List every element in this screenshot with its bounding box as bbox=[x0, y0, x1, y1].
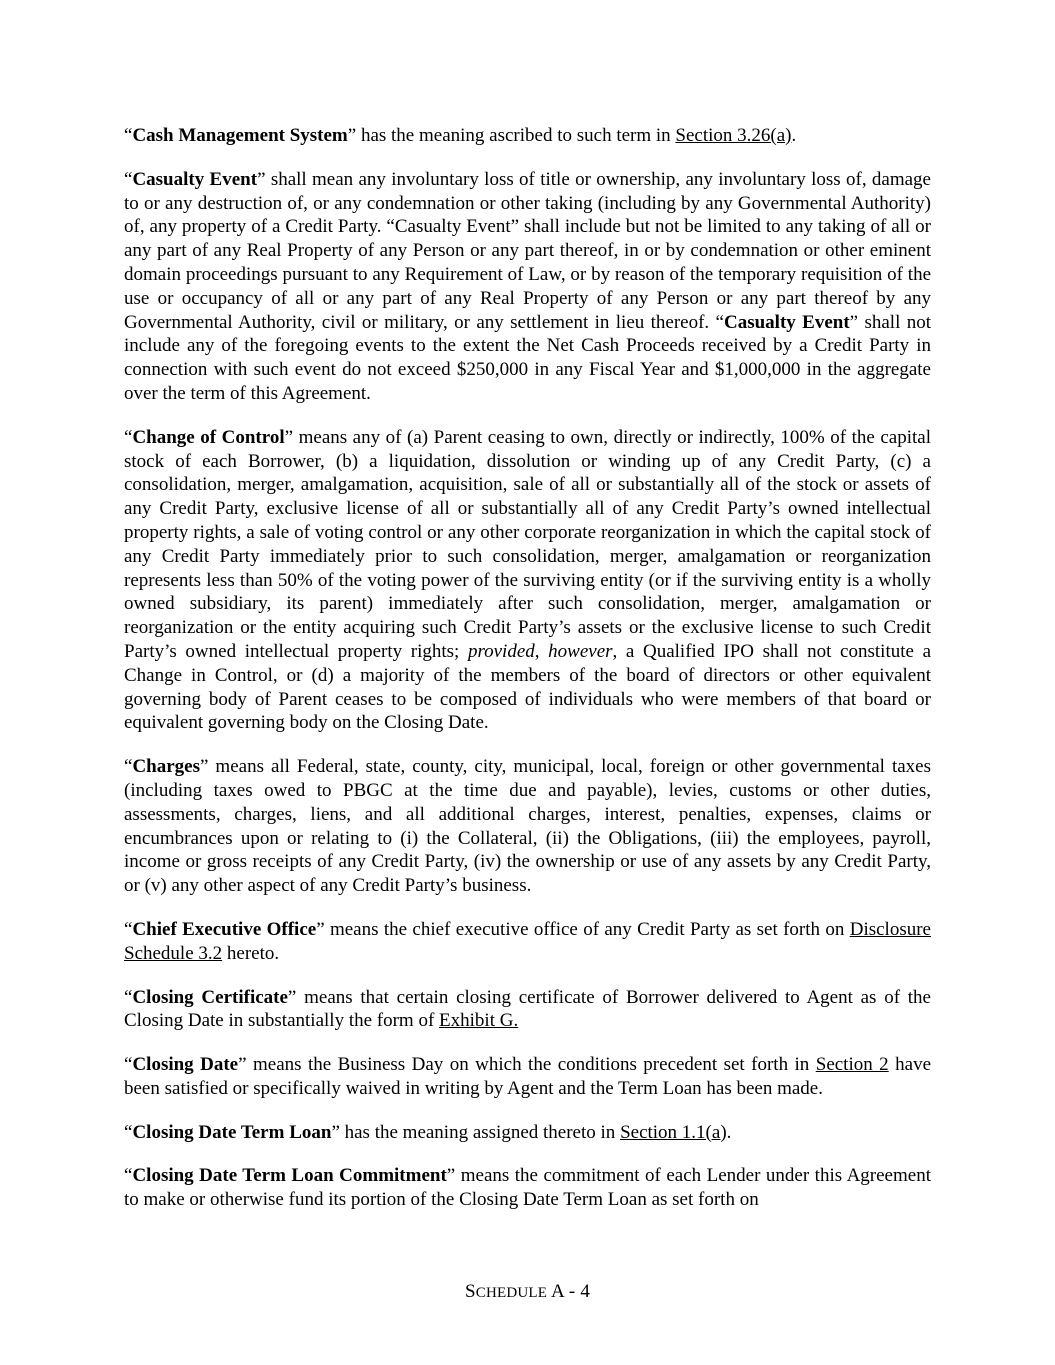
italic-proviso: however bbox=[548, 640, 613, 662]
section-reference[interactable]: Section 2 bbox=[815, 1054, 889, 1076]
defined-term: Chief Executive Office bbox=[132, 918, 317, 940]
exhibit-reference[interactable]: Exhibit G. bbox=[439, 1010, 519, 1032]
definition-change-of-control: “Change of Control” means any of (a) Parent ceasing to own, directly or indirectly, 100% of the capital stock of each Borrower, (b) a liquidation, dissolution or winding up of any Credit Party, (c) a consolidation, merger, amalgamation, acquisition, sale of all or substantially all of the stock or assets of any Credit Party, exclusive license of all or substantially all of any Credit Party’s owned intellectual property rights, a sale of voting control or any other corporate reorganization in which the capital stock of any Credit Party immediately prior to such consolidation, merger, amalgamation or reorganization represents less than 50% of the voting power of the surviving entity (or if the surviving entity is a wholly owned subsidiary, its parent) immediately after such consolidation, merger, amalgamation or reorganization or the entity acquiring such Credit Party’s assets or the exclusive license to such Credit Party’s owned intellectual property rights; provided, however, a Qualified IPO shall not constitute a Change in Control, or (d) a majority of the members of the board of directors or other equivalent governing body of Parent ceases to be composed of individuals who were members of that board or equivalent governing body on the Closing Date. bbox=[124, 426, 932, 734]
definition-closing-date-term-loan: “Closing Date Term Loan” has the meaning assigned thereto in Section 1.1(a). bbox=[124, 1121, 732, 1143]
defined-term: Closing Certificate bbox=[132, 986, 288, 1008]
definition-closing-date-term-loan-commitment: “Closing Date Term Loan Commitment” means the commitment of each Lender under this Agreement to make or otherwise fund its portion of the Closing Date Term Loan as set forth on bbox=[124, 1165, 931, 1211]
definition-closing-certificate: “Closing Certificate” means that certain closing certificate of Borrower delivered to Agent as of the Closing Date in substantially the form of Exhibit G. bbox=[124, 986, 931, 1032]
definition-cash-management-system: “Cash Management System” has the meaning ascribed to such term in Section 3.26(a). bbox=[124, 125, 797, 146]
definition-closing-date: “Closing Date” means the Business Day on which the conditions precedent set forth in Section 2 have been satisfied or specifically waived in writing by Agent and the Term Loan has been made. bbox=[124, 1054, 931, 1099]
italic-proviso: provided bbox=[467, 640, 535, 662]
page-footer: SCHEDULE A - 4 bbox=[464, 1281, 591, 1302]
definition-chief-executive-office: “Chief Executive Office” means the chief executive office of any Credit Party as set forth on Disclosure Schedule 3.2 hereto. bbox=[124, 918, 931, 964]
page-number: - 4 bbox=[568, 1281, 591, 1302]
defined-term: Closing Date bbox=[132, 1054, 239, 1076]
defined-term: Charges bbox=[132, 756, 200, 778]
defined-term: Change of Control bbox=[132, 426, 285, 448]
defined-term: Casualty Event bbox=[132, 168, 258, 190]
definition-casualty-event: “Casualty Event” shall mean any involuntary loss of title or ownership, any involuntary loss of, damage to or any destruction of, or any condemnation or other taking (including by any Governmental Authority) of, any property of a Credit Party. “Casualty Event” shall include but not be limited to any taking of all or any part of any Real Property of any Person or any part thereof, in or by condemnation or other eminent domain proceedings pursuant to any Requirement of Law, or by reason of the temporary requisition of the use or occupancy of all or any part of any Real Property of any Person or any part thereof by any Governmental Authority, civil or military, or any settlement in lieu thereof. “Casualty Event” shall not include any of the foregoing events to the extent the Net Cash Proceeds received by a Credit Party in connection with such event do not exceed $250,000 in any Fiscal Year and $1,000,000 in the aggregate over the term of this Agreement. bbox=[124, 168, 931, 404]
defined-term-inline: Casualty Event bbox=[723, 311, 850, 333]
defined-term: Closing Date Term Loan bbox=[132, 1121, 332, 1143]
definition-charges: “Charges” means all Federal, state, county, city, municipal, local, foreign or other governmental taxes (including taxes owed to PBGC at the time due and payable), levies, customs or other duties, assessments, charges, liens, and all additional charges, interest, penalties, expenses, claims or encumbrances upon or relating to (i) the Collateral, (ii) the Obligations, (iii) the employees, payroll, income or gross receipts of any Credit Party, (iv) the ownership or use of any assets by any Credit Party, or (v) any other aspect of any Credit Party’s business. bbox=[124, 756, 931, 897]
defined-term: Closing Date Term Loan Commitment bbox=[132, 1165, 447, 1187]
defined-term: Cash Management System bbox=[132, 125, 348, 146]
section-reference[interactable]: Section 1.1(a) bbox=[620, 1121, 727, 1143]
section-reference[interactable]: Section 3.26(a) bbox=[675, 125, 792, 146]
document-body bbox=[124, 124, 931, 1212]
schedule-reference[interactable]: Disclosure Schedule 3.2 bbox=[124, 918, 931, 964]
